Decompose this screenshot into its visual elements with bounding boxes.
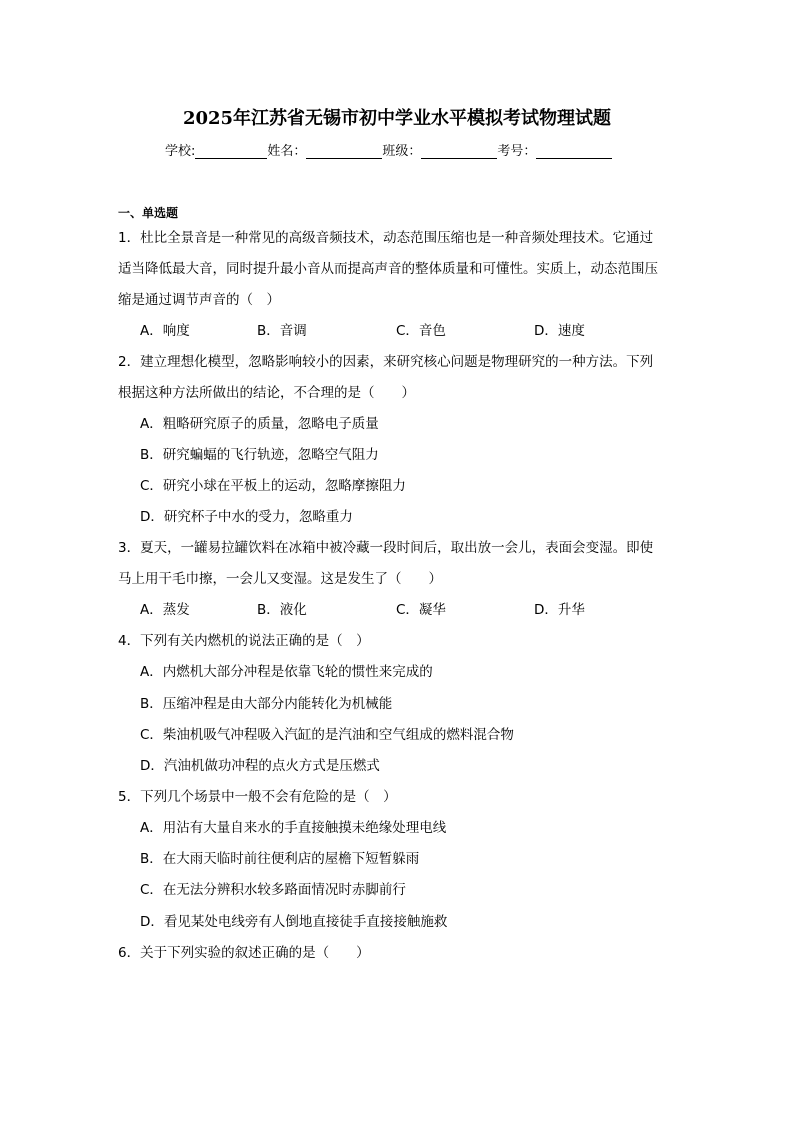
option-d[interactable]: D．速度 [534,323,585,339]
question-text-line: 2．建立理想化模型，忽略影响较小的因素，来研究核心问题是物理研究的一种方法。下列 [118,354,654,370]
question-text-line: 5．下列几个场景中一般不会有危险的是（ ） [118,789,397,805]
question-text-line: 马上用干毛巾擦，一会儿又变湿。这是发生了（ ） [118,571,442,587]
question-text-line: 4．下列有关内燃机的说法正确的是（ ） [118,633,370,649]
question-2 [118,347,683,409]
school-label: 学校: [165,144,196,159]
option-c[interactable]: C．研究小球在平板上的运动，忽略摩擦阻力 [140,478,406,494]
option-b[interactable]: B．研究蝙蝠的飞行轨迹，忽略空气阻力 [140,447,379,463]
question-text-line: 1．杜比全景音是一种常见的高级音频技术，动态范围压缩也是一种音频处理技术。它通过 [118,230,654,246]
question-6 [118,938,683,969]
option-a[interactable]: A．响度 [140,323,190,339]
class-label: 班级： [382,144,422,159]
option-a[interactable]: A．用沾有大量自来水的手直接触摸未绝缘处理电线 [140,820,447,836]
question-5 [118,782,683,813]
question-1 [118,223,683,316]
question-4 [118,626,683,657]
option-a[interactable]: A．内燃机大部分冲程是依靠飞轮的惯性来完成的 [140,664,433,680]
question-text-line: 适当降低最大音，同时提升最小音从而提高声音的整体质量和可懂性。实质上，动态范围压 [118,261,658,277]
question-text-line: 根据这种方法所做出的结论，不合理的是（ ） [118,385,415,401]
option-b[interactable]: B．液化 [257,602,307,618]
number-label: 考号： [497,144,537,159]
option-b[interactable]: B．压缩冲程是由大部分内能转化为机械能 [140,696,393,712]
name-label: 姓名： [267,144,307,159]
number-field[interactable] [536,144,612,159]
option-c[interactable]: C．音色 [396,323,446,339]
class-field[interactable] [421,144,497,159]
option-d[interactable]: D．汽油机做功冲程的点火方式是压燃式 [140,758,380,774]
student-info-line [165,140,612,159]
option-d[interactable]: D．看见某处电线旁有人倒地直接徒手直接接触施救 [140,914,448,930]
name-field[interactable] [306,144,382,159]
exam-title: 2025年江苏省无锡市初中学业水平模拟考试物理试题 [182,108,612,129]
option-b[interactable]: B．音调 [257,323,307,339]
option-c[interactable]: C．在无法分辨积水较多路面情况时赤脚前行 [140,882,406,898]
option-a[interactable]: A．粗略研究原子的质量，忽略电子质量 [140,416,379,432]
question-text-line: 3．夏天，一罐易拉罐饮料在冰箱中被冷藏一段时间后，取出放一会儿，表面会变湿。即使 [118,540,654,556]
option-c[interactable]: C．柴油机吸气冲程吸入汽缸的是汽油和空气组成的燃料混合物 [140,727,514,743]
option-c[interactable]: C．凝华 [396,602,446,618]
question-text-line: 6．关于下列实验的叙述正确的是（ ） [118,945,370,961]
option-a[interactable]: A．蒸发 [140,602,190,618]
option-b[interactable]: B．在大雨天临时前往便利店的屋檐下短暂躲雨 [140,851,420,867]
section-title: 一、单选题 [118,206,179,220]
option-d[interactable]: D．研究杯子中水的受力，忽略重力 [140,509,353,525]
question-3 [118,533,683,595]
school-field[interactable] [195,144,267,159]
option-d[interactable]: D．升华 [534,602,585,618]
question-text-line: 缩是通过调节声音的（ ） [118,292,280,308]
